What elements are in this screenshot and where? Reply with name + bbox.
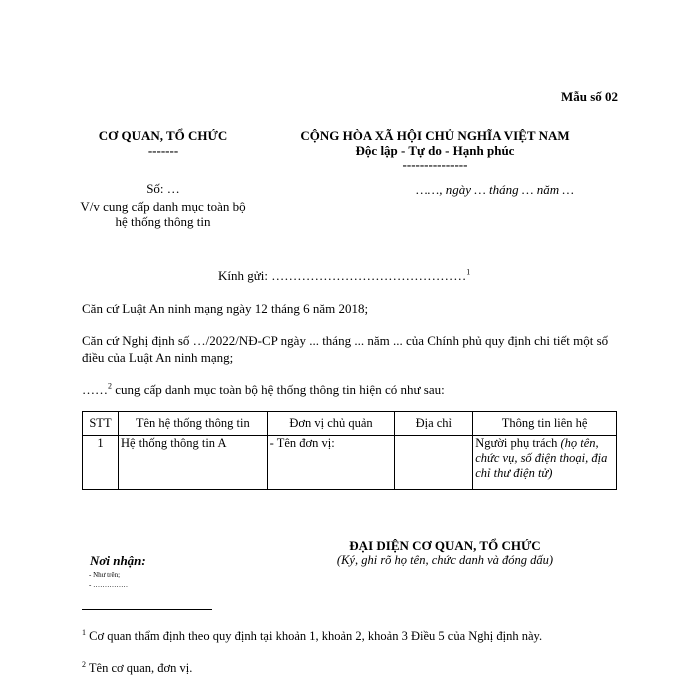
form-number: Mẫu số 02	[560, 89, 618, 104]
cell-address	[395, 436, 473, 490]
document-number: Số: …	[146, 181, 180, 196]
intro-prefix: ……	[82, 382, 108, 397]
contact-italic: (họ tên, chức vụ, số điện thoại, địa chỉ thư điện tử)	[475, 436, 608, 480]
footnote-2-number: 2	[82, 659, 86, 669]
paragraph-decree: Căn cứ Nghị định số …/2022/NĐ-CP ngày ... tháng ... năm ... của Chính phủ quy định chi tiết một số điều của Luật An ninh mạng;	[82, 333, 609, 365]
footnote-2-text: Tên cơ quan, đơn vị.	[86, 661, 193, 675]
footnote-separator	[82, 609, 212, 610]
header-system-name: Tên hệ thống thông tin	[118, 412, 267, 436]
footnote-1-text: Cơ quan thẩm định theo quy định tại khoản 1, khoản 2, khoản 3 Điều 5 của Nghị định này.	[86, 629, 543, 643]
recipient-footnote-ref: 1	[466, 267, 471, 277]
receivers-label: Nơi nhận:	[90, 553, 146, 568]
header-contact: Thông tin liên hệ	[473, 412, 617, 436]
intro-footnote-ref: 2	[108, 381, 112, 391]
contact-plain: Người phụ trách	[475, 436, 561, 450]
signature-title: ĐẠI DIỆN CƠ QUAN, TỔ CHỨC	[349, 538, 541, 553]
recipient-line	[218, 268, 470, 284]
receiver-item-1: - Như trên;	[89, 571, 121, 579]
motto-underline: ---------------	[402, 157, 468, 172]
cell-system-name: Hệ thống thông tin A	[118, 436, 267, 490]
cell-managing-unit: - Tên đơn vị:	[267, 436, 395, 490]
subject-line-2: hệ thống thông tin	[115, 214, 211, 229]
info-systems-table	[82, 411, 617, 490]
paragraph-intro	[82, 381, 612, 398]
table-header-row	[83, 412, 617, 436]
intro-text: cung cấp danh mục toàn bộ hệ thống thông tin hiện có như sau:	[112, 382, 445, 397]
cell-contact	[473, 436, 617, 490]
cell-stt: 1	[83, 436, 119, 490]
org-name: CƠ QUAN, TỔ CHỨC	[98, 128, 228, 143]
header-managing-unit: Đơn vị chủ quản	[267, 412, 395, 436]
footnote-2	[82, 660, 612, 677]
paragraph-law: Căn cứ Luật An ninh mạng ngày 12 tháng 6 năm 2018;	[82, 301, 369, 316]
date-line: ……, ngày … tháng … năm …	[416, 182, 574, 197]
receiver-item-2: - ……………	[89, 581, 129, 589]
table-row	[83, 436, 617, 490]
org-underline: -------	[147, 143, 179, 158]
signature-note: (Ký, ghi rõ họ tên, chức danh và đóng dấu)	[336, 553, 554, 567]
subject-line-1: V/v cung cấp danh mục toàn bộ	[80, 199, 246, 214]
footnote-1	[82, 628, 612, 645]
footnote-1-number: 1	[82, 627, 86, 637]
country-name: CỘNG HÒA XÃ HỘI CHỦ NGHĨA VIỆT NAM	[300, 128, 570, 143]
recipient-label: Kính gửi: ………………………………………	[218, 268, 467, 283]
motto: Độc lập - Tự do - Hạnh phúc	[355, 143, 515, 158]
header-stt: STT	[83, 412, 119, 436]
header-address: Địa chỉ	[395, 412, 473, 436]
